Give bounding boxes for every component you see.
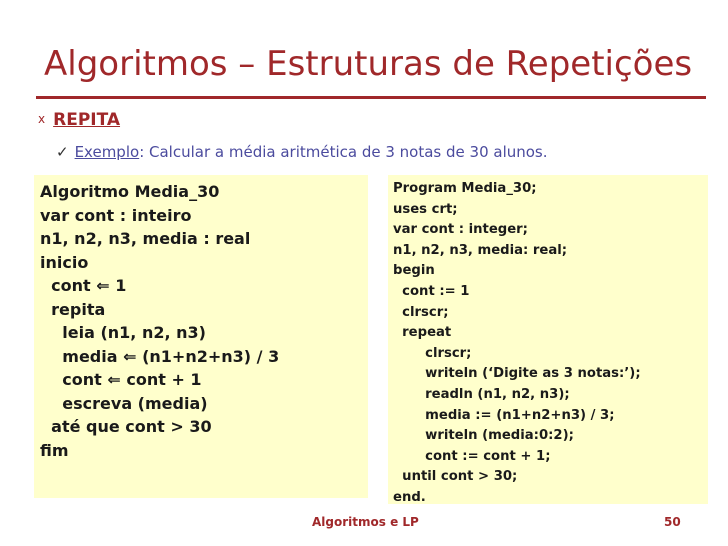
checkmark-icon: ✓ [56,143,69,161]
algorithm-line-suffix: cont + 1 [120,370,202,389]
algorithm-line: escreva (media) [40,393,208,413]
footer-course-title: Algoritmos e LP [312,515,419,529]
algorithm-line: Algoritmo Media_30 [40,182,220,201]
slide-title: Algoritmos – Estruturas de Repetições [44,44,693,84]
algorithm-line: n1, n2, n3, media : real [40,229,251,248]
pascal-line: cont := cont + 1; [393,448,551,464]
pascal-line: Program Media_30; [393,181,537,196]
pascal-line: var cont : integer; [393,222,528,238]
algorithm-line: fim [40,440,69,460]
pascal-line: n1, n2, n3, media: real; [393,242,568,258]
bullet-repita [38,110,120,130]
left-arrow-icon: ⇐ [96,276,110,295]
pascal-line: writeln (media:0:2); [393,428,574,444]
pascal-line: clrscr; [393,304,449,320]
algorithm-line [40,345,279,369]
pascal-line: until cont > 30; [393,469,518,485]
pascal-line: writeln (‘Digite as 3 notas:’); [393,366,641,382]
algorithm-line [40,368,279,392]
algorithm-line-text: cont [40,276,97,295]
algorithm-line: inicio [40,252,89,272]
bullet-exemplo [56,143,548,161]
pascal-line: readln (n1, n2, n3); [393,386,570,402]
algorithm-line-suffix: 1 [109,276,127,295]
algorithm-line [40,274,279,298]
pascal-line: cont := 1 [393,283,470,299]
algorithm-line: até que cont > 30 [40,417,212,436]
algorithm-line: leia (n1, n2, n3) [40,323,206,342]
pascal-code [393,179,641,509]
algorithm-line: var cont : inteiro [40,205,192,225]
algorithm-line-suffix: (n1+n2+n3) / 3 [136,346,280,366]
left-arrow-icon: ⇐ [107,370,121,389]
algorithm-line-text: cont [40,370,108,389]
footer-page-number: 50 [664,515,681,529]
pascal-line: end. [393,489,426,505]
pascal-line: uses crt; [393,201,458,217]
bullet-x-icon: x [38,112,46,126]
exemplo-link[interactable]: Exemplo [74,143,140,161]
left-arrow-icon: ⇐ [123,346,137,366]
bullet-repita-label[interactable]: REPITA [53,110,121,130]
exemplo-description: : Calcular a média aritmética de 3 notas de 30 alunos. [139,143,548,161]
pascal-line: begin [393,263,435,279]
pascal-line: clrscr; [393,345,472,361]
title-divider [36,96,706,99]
pascal-line: repeat [393,325,452,341]
algorithm-code [40,180,279,462]
algorithm-line-text: media [40,346,124,366]
algorithm-line: repita [40,299,106,319]
pascal-line: media := (n1+n2+n3) / 3; [393,407,615,423]
